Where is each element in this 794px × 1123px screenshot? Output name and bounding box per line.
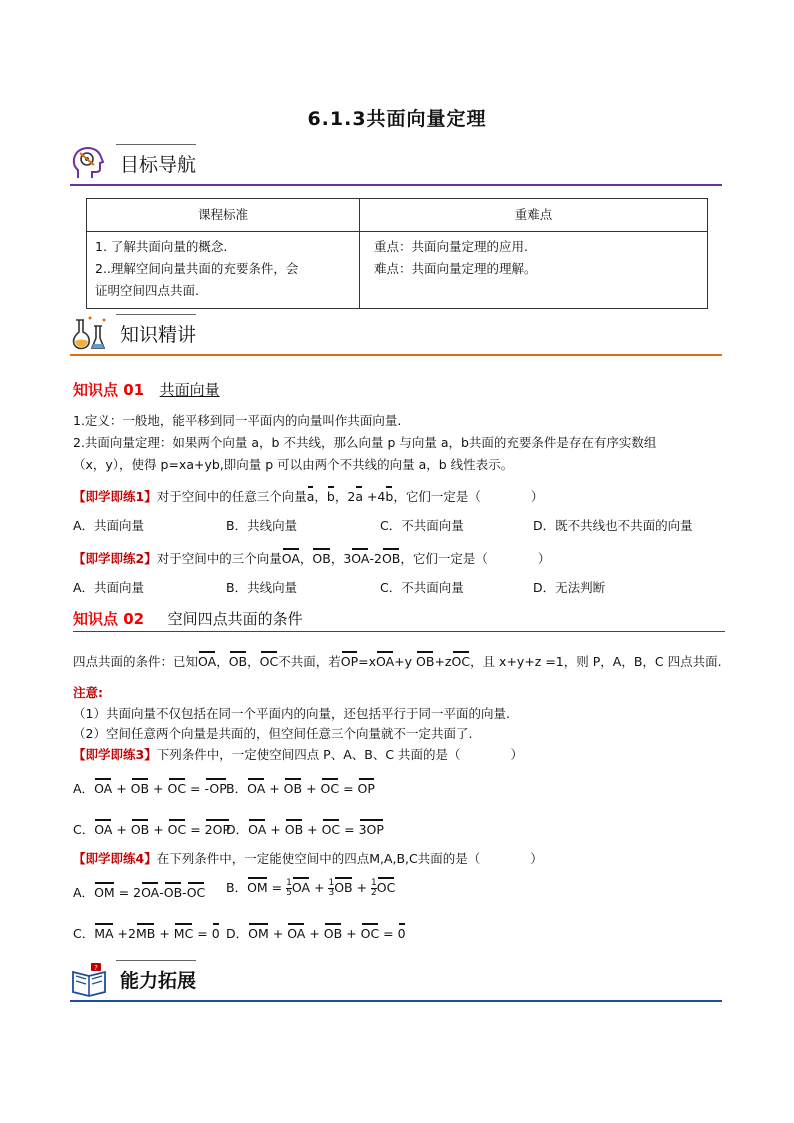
section-topline <box>116 960 196 961</box>
head-gear-icon <box>70 144 108 182</box>
vector-ob: OB <box>416 651 434 669</box>
section-rule <box>70 354 722 356</box>
flask-icon <box>70 314 108 352</box>
option-label: B． <box>226 781 248 796</box>
coplanar-condition: 四点共面的条件：已知OA，OB，OC不共面，若OP=xOA+y OB+zOC，且 x+y+z =1，则 P，A，B，C 四点共面. <box>73 651 722 670</box>
vector-ob: OB <box>312 548 330 566</box>
exercise-tag: 【即学即练3】 <box>73 747 157 762</box>
option-b: B．OA + OB + OC = OP <box>226 778 375 797</box>
condition-text: ，且 x+y+z =1，则 P，A，B，C 四点共面. <box>470 654 722 669</box>
theorem-text: 2.共面向量定理：如果两个向量 a，b 不共线，那么向量 p 与向量 a，b共面的充要条件是存在有序实数组 <box>73 435 657 450</box>
vector-b: b <box>327 486 335 504</box>
option-d: D．OM + OA + OB + OC = 0 <box>226 923 406 942</box>
standard-line: 2..理解空间向量共面的充要条件，会 <box>95 261 299 276</box>
exercise-tag: 【即学即练1】 <box>73 489 157 504</box>
option-label: D． <box>226 822 249 837</box>
note-label: 注意: <box>73 685 103 700</box>
exercise-tag: 【即学即练4】 <box>73 851 157 866</box>
vector-a: a <box>307 486 315 504</box>
section-ability <box>70 958 722 1002</box>
knowledge-point-name: 共面向量 <box>159 381 220 399</box>
option-d: D．既不共线也不共面的向量 <box>533 518 693 533</box>
rhs: 2OP <box>205 819 230 837</box>
table-cell-difficulty <box>360 232 708 309</box>
section-title-nav: 目标导航 <box>120 154 197 176</box>
coef: +4 <box>362 489 386 504</box>
vector-oa: OA <box>198 651 216 669</box>
option-b: B．OM = $\frac{1}{5}$ OA + $\frac{1}{3}$ OB + $\frac{1}{2}$ OC <box>226 878 396 898</box>
section-topline <box>116 144 196 145</box>
vector-oc: OC <box>452 651 471 669</box>
stem-text: ，它们一定是（ ） <box>400 551 551 566</box>
exercise-2-stem: 【即学即练2】对于空间中的三个向量OA，OB，3OA-2OB，它们一定是（ ） <box>73 548 550 567</box>
knowledge-point-rule <box>73 631 725 632</box>
option-label: C． <box>73 822 95 837</box>
section-title-knowledge: 知识精讲 <box>120 324 197 346</box>
vector-ob: OB <box>229 651 247 669</box>
svg-text:?: ? <box>94 964 98 972</box>
section-knowledge <box>70 312 722 356</box>
coef: 2 <box>347 489 356 504</box>
option-a: A．OM = 2OA-OB-OC <box>73 882 205 901</box>
option-d: D．无法判断 <box>533 580 606 595</box>
page-title: 6.1.3共面向量定理 <box>307 108 487 130</box>
option-c: C．不共面向量 <box>380 580 464 595</box>
option-d: D．OA + OB + OC = 3OP <box>226 819 384 838</box>
standard-line: 1. 了解共面向量的概念. <box>95 239 228 254</box>
option-label: A． <box>73 885 95 900</box>
option-c: C．MA +2MB + MC = 0 <box>73 923 220 942</box>
rhs: 3OP <box>359 819 384 837</box>
section-title-ability: 能力拓展 <box>120 970 197 992</box>
option-label: B． <box>226 880 248 895</box>
exercise-tag: 【即学即练2】 <box>73 551 157 566</box>
knowledge-point-name: 空间四点共面的条件 <box>167 610 303 628</box>
standard-line: 证明空间四点共面. <box>95 283 199 298</box>
option-a: A．共面向量 <box>73 518 145 533</box>
vector-a: a <box>355 486 363 504</box>
option-c: C．不共面向量 <box>380 518 464 533</box>
rhs: -OP <box>205 778 227 796</box>
option-b: B．共线向量 <box>226 518 298 533</box>
note-item: （1）共面向量不仅包括在同一个平面内的向量，还包括平行于同一平面的向量. <box>73 706 510 721</box>
knowledge-point-heading <box>73 379 220 400</box>
coef: 3 <box>343 551 352 566</box>
section-nav <box>70 142 722 186</box>
vector-oa: OA <box>351 548 369 566</box>
coef: -2 <box>369 551 382 566</box>
note-item: （2）空间任意两个向量是共面的，但空间任意三个向量就不一定共面了. <box>73 726 473 741</box>
vector-ob: OB <box>382 548 400 566</box>
vector-oa: OA <box>376 651 394 669</box>
option-a: A．共面向量 <box>73 580 145 595</box>
option-label: C． <box>73 926 95 941</box>
stem-text: ，它们一定是（ ） <box>393 489 544 504</box>
knowledge-point-heading <box>73 608 303 629</box>
table-header-difficulty: 重难点 <box>360 199 708 232</box>
section-rule <box>70 1000 722 1002</box>
exercise-3-stem <box>73 745 523 763</box>
stem-text: 下列条件中，一定使空间四点 P、A、B、C 共面的是（ ） <box>156 747 524 762</box>
exercise-4-stem <box>73 849 543 867</box>
option-b: B．共线向量 <box>226 580 298 595</box>
exercise-1-stem: 【即学即练1】对于空间中的任意三个向量a，b，2a +4b，它们一定是（ ） <box>73 486 543 505</box>
definition-text: 1.定义：一般地，能平移到同一平面内的向量叫作共面向量. <box>73 413 402 428</box>
theorem-text-cont: （x，y），使得 p=xa+yb,即向量 p 可以由两个不共线的向量 a，b 线性表示。 <box>73 457 514 472</box>
vector-oc: OC <box>260 651 279 669</box>
difficulty-line: 难点：共面向量定理的理解。 <box>374 261 537 276</box>
difficulty-line: 重点：共面向量定理的应用. <box>374 239 528 254</box>
knowledge-point-number: 知识点 01 <box>73 381 145 399</box>
curriculum-table <box>86 198 708 309</box>
option-label: D． <box>226 926 249 941</box>
rhs: OP <box>358 778 375 796</box>
option-c: C．OA + OB + OC = 2OP <box>73 819 230 838</box>
table-header-standard: 课程标准 <box>87 199 360 232</box>
table-cell-standard <box>87 232 360 309</box>
stem-text: 在下列条件中，一定能使空间中的四点M,A,B,C共面的是（ ） <box>156 851 543 866</box>
option-label: A． <box>73 781 95 796</box>
knowledge-point-number: 知识点 02 <box>73 610 145 628</box>
book-icon <box>70 960 108 998</box>
section-topline <box>116 314 196 315</box>
vector-oa: OA <box>282 548 300 566</box>
condition-text: 四点共面的条件：已知 <box>73 654 199 669</box>
vector-op: OP <box>341 651 358 669</box>
stem-text: 对于空间中的三个向量 <box>156 551 282 566</box>
vector-b: b <box>385 486 393 504</box>
option-a: A．OA + OB + OC = -OP <box>73 778 227 797</box>
stem-text: 对于空间中的任意三个向量 <box>156 489 307 504</box>
section-rule <box>70 184 722 186</box>
condition-text: 不共面，若 <box>278 654 341 669</box>
